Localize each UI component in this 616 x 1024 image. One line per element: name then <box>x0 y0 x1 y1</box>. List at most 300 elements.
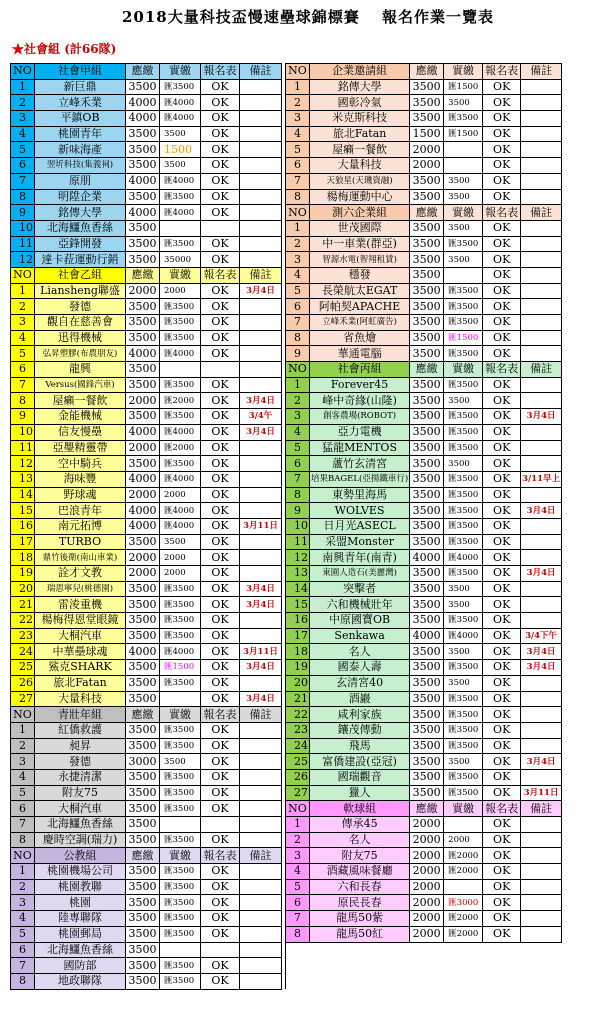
table-row <box>11 644 562 660</box>
row-number: 8 <box>11 832 35 848</box>
star-icon: ★ <box>12 42 25 56</box>
row-number: 3 <box>11 315 35 331</box>
registration-form: OK <box>483 95 521 111</box>
row-number: 9 <box>11 409 35 425</box>
registration-form: OK <box>483 79 521 95</box>
table-row <box>11 487 562 503</box>
team-name: 創客農場(ROBOT) <box>310 409 410 425</box>
note <box>521 252 562 268</box>
fee-paid: 匯3500 <box>444 613 483 629</box>
fee-due: 3500 <box>126 299 160 315</box>
registration-form: OK <box>483 644 521 660</box>
table-row <box>11 79 562 95</box>
fee-paid: 匯3500 <box>160 911 201 927</box>
fee-due: 3500 <box>126 581 160 597</box>
team-name: 六和機械壯年 <box>310 597 410 613</box>
table-row <box>11 691 562 707</box>
note <box>521 236 562 252</box>
team-name: 東勢里海馬 <box>310 487 410 503</box>
team-name: 米克斯科技 <box>310 111 410 127</box>
team-name: 國泰人壽 <box>310 660 410 676</box>
empty-cell <box>444 958 483 974</box>
registration-form: OK <box>483 126 521 142</box>
team-name: 新味海產 <box>35 142 126 158</box>
header-note: 備註 <box>521 362 562 378</box>
header-note: 備註 <box>521 801 562 817</box>
fee-paid: 匯3500 <box>444 299 483 315</box>
note <box>240 456 282 472</box>
row-number: 7 <box>286 315 310 331</box>
note: 3月4日 <box>240 283 282 299</box>
registration-form: OK <box>483 581 521 597</box>
table-row <box>11 220 562 236</box>
team-name: 智源水電(智翔租賃) <box>310 252 410 268</box>
row-number: 18 <box>11 550 35 566</box>
note: 3/11早上 <box>521 471 562 487</box>
team-name: 傳承45 <box>310 817 410 833</box>
registration-form: OK <box>483 330 521 346</box>
fee-due: 3500 <box>126 613 160 629</box>
team-name: 玄清宮40 <box>310 675 410 691</box>
fee-due: 3500 <box>410 722 444 738</box>
fee-paid: 3500 <box>444 456 483 472</box>
row-number: 5 <box>11 346 35 362</box>
fee-paid: 匯3500 <box>160 330 201 346</box>
team-name: 原民長春 <box>310 895 410 911</box>
team-name: 長榮航太EGAT <box>310 283 410 299</box>
registration-form: OK <box>201 393 240 409</box>
fee-paid: 匯3500 <box>160 895 201 911</box>
registration-form: OK <box>483 628 521 644</box>
fee-due: 4000 <box>126 471 160 487</box>
registration-form: OK <box>201 173 240 189</box>
header-fee-due: 應繳 <box>126 707 160 723</box>
registration-form: OK <box>483 409 521 425</box>
fee-due: 3500 <box>126 126 160 142</box>
note <box>240 471 282 487</box>
row-number: 16 <box>11 518 35 534</box>
team-name: 立峰禾業(阿虹廣告) <box>310 315 410 331</box>
team-name: 桃園郵局 <box>35 926 126 942</box>
header-row-number: NO <box>11 707 35 723</box>
row-number: 7 <box>11 817 35 833</box>
header-registration-form: 報名表 <box>483 362 521 378</box>
fee-due: 3500 <box>126 189 160 205</box>
team-name: 國彰冷氣 <box>310 95 410 111</box>
fee-due: 4000 <box>126 503 160 519</box>
table-row <box>11 879 562 895</box>
note <box>240 487 282 503</box>
fee-due: 2000 <box>410 832 444 848</box>
header-fee-paid: 實繳 <box>160 64 201 80</box>
header-registration-form: 報名表 <box>483 801 521 817</box>
fee-due: 3500 <box>126 722 160 738</box>
note <box>521 691 562 707</box>
registration-form: OK <box>483 518 521 534</box>
fee-due: 3500 <box>126 456 160 472</box>
team-name: 慶時空調(瑞力) <box>35 832 126 848</box>
row-number: 5 <box>11 785 35 801</box>
fee-paid: 匯2000 <box>160 440 201 456</box>
fee-paid: 2000 <box>160 487 201 503</box>
registration-form: OK <box>483 550 521 566</box>
team-name: 發德 <box>35 299 126 315</box>
note: 3月4日 <box>240 597 282 613</box>
row-number: 5 <box>11 926 35 942</box>
fee-due: 3500 <box>410 393 444 409</box>
team-name: 獵人 <box>310 785 410 801</box>
table-row <box>11 409 562 425</box>
note <box>521 299 562 315</box>
fee-due: 3500 <box>126 597 160 613</box>
fee-due: 3500 <box>126 801 160 817</box>
note <box>521 675 562 691</box>
fee-due: 3500 <box>410 173 444 189</box>
note <box>521 550 562 566</box>
team-name: 酒巖 <box>310 691 410 707</box>
row-number: 1 <box>286 79 310 95</box>
registration-form: OK <box>483 879 521 895</box>
registration-form: OK <box>201 487 240 503</box>
fee-due: 2000 <box>126 550 160 566</box>
fee-paid: 匯2000 <box>444 848 483 864</box>
header-row-number: NO <box>11 64 35 80</box>
row-number: 4 <box>286 424 310 440</box>
fee-due: 3500 <box>410 267 444 283</box>
fee-paid: 匯3000 <box>444 895 483 911</box>
registration-form: OK <box>483 220 521 236</box>
registration-form: OK <box>201 597 240 613</box>
fee-due: 3500 <box>410 79 444 95</box>
team-name: 鯊克SHARK <box>35 660 126 676</box>
note: 3月4日 <box>521 409 562 425</box>
registration-form: OK <box>201 973 240 989</box>
registration-form <box>201 942 240 958</box>
registration-form: OK <box>483 660 521 676</box>
fee-paid: 匯3500 <box>160 597 201 613</box>
table-row <box>11 126 562 142</box>
registration-form: OK <box>483 471 521 487</box>
fee-paid: 匯3500 <box>444 785 483 801</box>
fee-due: 2000 <box>126 566 160 582</box>
fee-due: 3500 <box>410 424 444 440</box>
registration-form: OK <box>483 346 521 362</box>
registration-form: OK <box>483 252 521 268</box>
fee-paid: 匯3500 <box>160 581 201 597</box>
registration-form <box>201 362 240 378</box>
team-name: 新巨鼎 <box>35 79 126 95</box>
row-number: 14 <box>286 581 310 597</box>
note: 3/4下午 <box>521 628 562 644</box>
note <box>521 111 562 127</box>
fee-paid: 匯2000 <box>160 393 201 409</box>
fee-paid: 匯3500 <box>444 660 483 676</box>
empty-cell <box>310 973 410 989</box>
fee-due: 3500 <box>126 330 160 346</box>
empty-cell <box>410 973 444 989</box>
table-row <box>11 534 562 550</box>
fee-paid: 匯3500 <box>160 628 201 644</box>
table-row <box>11 864 562 880</box>
team-name: 地政聯隊 <box>35 973 126 989</box>
fee-due: 4000 <box>410 550 444 566</box>
row-number: 2 <box>286 95 310 111</box>
team-name: 海味豐 <box>35 471 126 487</box>
note <box>240 440 282 456</box>
note <box>240 534 282 550</box>
team-name: 發德 <box>35 754 126 770</box>
note: 3月4日 <box>240 691 282 707</box>
team-name: 信友慢壘 <box>35 424 126 440</box>
team-name: 野球魂 <box>35 487 126 503</box>
header-team-name: 公教組 <box>35 848 126 864</box>
table-row <box>11 503 562 519</box>
registration-form: OK <box>201 675 240 691</box>
fee-paid: 匯4000 <box>160 424 201 440</box>
note <box>240 79 282 95</box>
note <box>521 377 562 393</box>
registration-form: OK <box>201 252 240 268</box>
team-name: 亞力電機 <box>310 424 410 440</box>
row-number: 4 <box>11 126 35 142</box>
note <box>240 346 282 362</box>
row-number: 11 <box>286 534 310 550</box>
row-number: 9 <box>286 503 310 519</box>
row-number: 8 <box>11 393 35 409</box>
table-row <box>11 581 562 597</box>
fee-paid: 匯3500 <box>160 785 201 801</box>
fee-due: 3500 <box>126 817 160 833</box>
table-row <box>11 424 562 440</box>
registration-form: OK <box>201 581 240 597</box>
fee-due: 2000 <box>410 817 444 833</box>
team-name: 峰中奇緣(山隆) <box>310 393 410 409</box>
registration-form: OK <box>201 738 240 754</box>
header-team-name: 軟球組 <box>310 801 410 817</box>
row-number: 4 <box>286 267 310 283</box>
registration-form: OK <box>483 377 521 393</box>
header-team-name: 社會丙組 <box>310 362 410 378</box>
note <box>240 801 282 817</box>
team-name: 龍馬50紅 <box>310 926 410 942</box>
table-row <box>11 64 562 80</box>
registration-form: OK <box>201 644 240 660</box>
table-row <box>11 205 562 221</box>
note <box>521 315 562 331</box>
team-name: 觀自在慈善會 <box>35 315 126 331</box>
note <box>240 220 282 236</box>
note <box>521 346 562 362</box>
fee-due: 3500 <box>410 299 444 315</box>
team-name: 桃園機場公司 <box>35 864 126 880</box>
note <box>240 738 282 754</box>
registration-form: OK <box>201 503 240 519</box>
empty-cell <box>310 958 410 974</box>
note <box>240 362 282 378</box>
empty-cell <box>483 942 521 958</box>
fee-paid: 2000 <box>160 550 201 566</box>
team-name: 采盟Monster <box>310 534 410 550</box>
row-number: 5 <box>286 283 310 299</box>
fee-paid: 匯1500 <box>160 660 201 676</box>
registration-form: OK <box>201 534 240 550</box>
team-name: 名人 <box>310 644 410 660</box>
row-number: 23 <box>11 628 35 644</box>
row-number: 6 <box>286 158 310 174</box>
note <box>240 613 282 629</box>
team-name: 龍馬50紫 <box>310 911 410 927</box>
team-name: 省魚燴 <box>310 330 410 346</box>
note <box>240 926 282 942</box>
row-number: 7 <box>11 377 35 393</box>
header-fee-paid: 實繳 <box>444 801 483 817</box>
header-note: 備註 <box>521 205 562 221</box>
team-name: 蘆竹玄清宮 <box>310 456 410 472</box>
table-row <box>11 660 562 676</box>
team-name: 陸專聯隊 <box>35 911 126 927</box>
row-number: 27 <box>11 691 35 707</box>
fee-paid: 3500 <box>444 220 483 236</box>
fee-paid: 匯3500 <box>444 471 483 487</box>
fee-paid: 匯3500 <box>444 424 483 440</box>
row-number: 1 <box>11 864 35 880</box>
fee-paid: 匯3500 <box>160 377 201 393</box>
row-number: 5 <box>286 440 310 456</box>
fee-due: 3500 <box>126 864 160 880</box>
team-name: 北海鱷魚香絲 <box>35 220 126 236</box>
registration-form: OK <box>201 95 240 111</box>
note <box>521 926 562 942</box>
fee-paid <box>444 158 483 174</box>
fee-due: 3500 <box>126 926 160 942</box>
team-name: 名人 <box>310 832 410 848</box>
fee-paid: 匯2000 <box>444 864 483 880</box>
header-fee-due: 應繳 <box>126 267 160 283</box>
table-row <box>11 173 562 189</box>
team-name: 日月光ASECL <box>310 518 410 534</box>
fee-paid: 3500 <box>444 173 483 189</box>
row-number: 3 <box>11 895 35 911</box>
note <box>240 173 282 189</box>
fee-due: 3500 <box>410 409 444 425</box>
row-number: 15 <box>11 503 35 519</box>
table-row <box>11 550 562 566</box>
table-row <box>11 817 562 833</box>
registration-form: OK <box>201 691 240 707</box>
fee-due: 3500 <box>126 879 160 895</box>
registration-form: OK <box>483 691 521 707</box>
row-number: 6 <box>11 942 35 958</box>
header-row-number: NO <box>11 848 35 864</box>
fee-paid: 3500 <box>444 644 483 660</box>
fee-due: 3500 <box>410 346 444 362</box>
registration-form: OK <box>483 315 521 331</box>
team-name: 楊梅運動中心 <box>310 189 410 205</box>
fee-due: 3500 <box>126 691 160 707</box>
fee-paid: 匯3500 <box>444 518 483 534</box>
fee-due: 3500 <box>410 754 444 770</box>
registration-form: OK <box>483 832 521 848</box>
fee-due: 3500 <box>410 738 444 754</box>
registration-form: OK <box>483 864 521 880</box>
row-number: 9 <box>286 346 310 362</box>
registration-form: OK <box>201 440 240 456</box>
table-row <box>11 738 562 754</box>
fee-paid: 2000 <box>160 283 201 299</box>
row-number: 6 <box>286 456 310 472</box>
table-row <box>11 848 562 864</box>
empty-cell <box>410 942 444 958</box>
table-row <box>11 362 562 378</box>
table-row <box>11 675 562 691</box>
note <box>240 769 282 785</box>
registration-form: OK <box>483 158 521 174</box>
team-name: 東園人造石(美麗灣) <box>310 566 410 582</box>
registration-form: OK <box>201 236 240 252</box>
team-name: 附友75 <box>310 848 410 864</box>
fee-paid: 匯3500 <box>160 722 201 738</box>
fee-paid: 3500 <box>444 189 483 205</box>
note <box>240 330 282 346</box>
fee-due: 3500 <box>410 330 444 346</box>
header-row-number: NO <box>11 267 35 283</box>
table-row <box>11 440 562 456</box>
table-row <box>11 973 562 989</box>
table-row <box>11 95 562 111</box>
team-name: 六和長春 <box>310 879 410 895</box>
fee-paid: 匯3500 <box>160 79 201 95</box>
fee-paid: 35000 <box>160 252 201 268</box>
note <box>521 864 562 880</box>
registration-form: OK <box>201 299 240 315</box>
fee-paid <box>160 362 201 378</box>
row-number: 1 <box>286 377 310 393</box>
team-name: 中一車業(群亞) <box>310 236 410 252</box>
fee-due: 3500 <box>410 111 444 127</box>
registration-form: OK <box>201 330 240 346</box>
row-number: 1 <box>11 722 35 738</box>
note <box>521 267 562 283</box>
row-number: 4 <box>286 126 310 142</box>
team-name: 華通電腦 <box>310 346 410 362</box>
fee-due: 2000 <box>410 864 444 880</box>
note <box>521 911 562 927</box>
row-number: 17 <box>11 534 35 550</box>
row-number: 26 <box>286 769 310 785</box>
fee-due: 3500 <box>410 660 444 676</box>
table-row <box>11 456 562 472</box>
header-note: 備註 <box>521 64 562 80</box>
row-number: 21 <box>11 597 35 613</box>
empty-cell <box>483 973 521 989</box>
note <box>521 738 562 754</box>
header-fee-paid: 實繳 <box>444 362 483 378</box>
header-registration-form: 報名表 <box>483 64 521 80</box>
note <box>240 142 282 158</box>
fee-due: 3500 <box>410 456 444 472</box>
fee-due: 3500 <box>126 911 160 927</box>
team-name: Forever45 <box>310 377 410 393</box>
table-row <box>11 911 562 927</box>
team-name: 北海鱷魚香絲 <box>35 817 126 833</box>
empty-cell <box>444 973 483 989</box>
fee-due: 4000 <box>126 205 160 221</box>
fee-due: 2000 <box>126 393 160 409</box>
row-number: 24 <box>11 644 35 660</box>
fee-due: 3500 <box>126 628 160 644</box>
header-row-number: NO <box>286 801 310 817</box>
team-name: 中原國寶OB <box>310 613 410 629</box>
